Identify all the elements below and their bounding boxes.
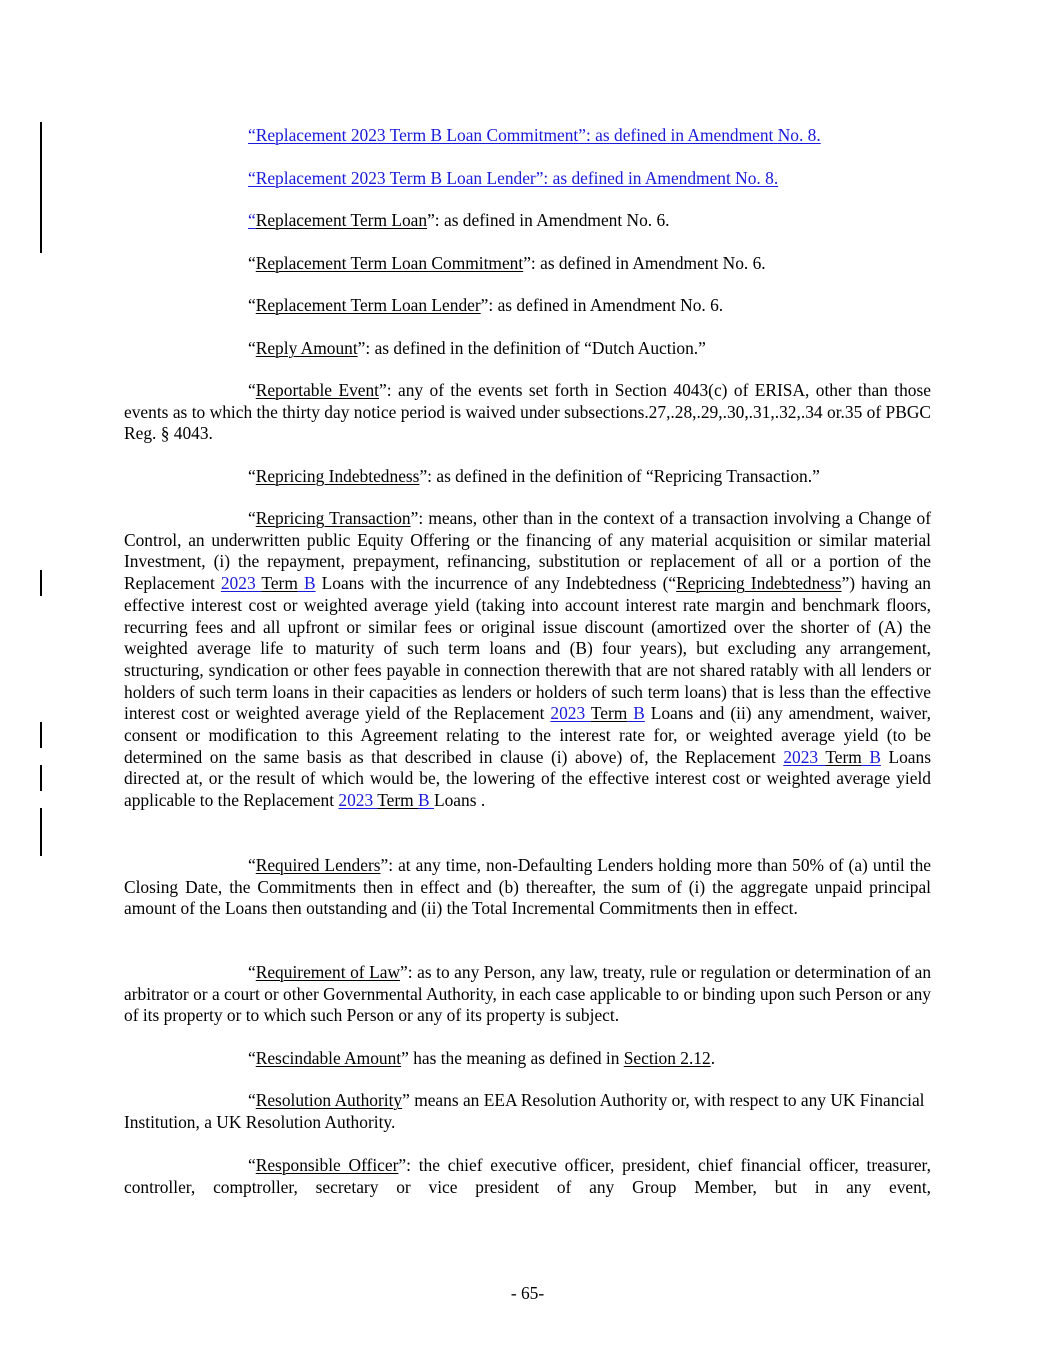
term-word: Term (261, 573, 298, 594)
definition-repricing-transaction (124, 508, 931, 812)
quote: “ (248, 1155, 256, 1175)
defined-term: Reply Amount (255, 338, 358, 358)
definition-replacement-term-loan-commitment (124, 253, 931, 275)
section-reference: Section 2.12 (623, 1048, 711, 1068)
definition-replacement-2023-term-b-loan-lender (124, 168, 931, 190)
inserted-text: “Replacement 2023 Term B Loan Lender”: as defined in Amendment No. 8. (248, 168, 779, 188)
definition-text: Loans . (433, 790, 486, 811)
definition-text: ”: any of the events set forth in Section 4043(c) of ERISA, other than those events as to which the thirty day notice period is waived under subsections.27,.28,.29,.30,.31,.32,.34 or.35 of PBGC Reg. § 4043. (124, 380, 931, 444)
inserted-text: 2023 (220, 573, 262, 594)
inserted-text: 2023 (550, 703, 591, 724)
quote: “ (248, 466, 256, 486)
definition-text: ”: the chief executive officer, president, chief financial officer, treasurer, controller, comptroller, secretary or vice president of any Group Member, but in any event, (124, 1155, 931, 1197)
defined-term: Resolution Authority (255, 1090, 403, 1110)
defined-term: Repricing Indebtedness (676, 573, 842, 594)
inserted-text: 2023 (338, 790, 378, 811)
term-word: Term (825, 746, 862, 767)
defined-term: Responsible Officer (255, 1155, 399, 1175)
definition-reply-amount (124, 338, 931, 360)
page-number: - 65- (510, 1283, 545, 1303)
change-bar (40, 122, 42, 253)
change-bar (40, 765, 42, 791)
definition-text: ”: as to any Person, any law, treaty, rule or regulation or determination of an arbitrator or a court or other Governmental Authority, in each case applicable to or binding upon such Person or any of its property or to which such Person or any of its property is subject. (124, 962, 932, 1026)
inserted-text: “Replacement 2023 Term B Loan Commitment”: as defined in Amendment No. 8. (248, 125, 821, 145)
term-word: Term (377, 790, 419, 811)
quote: “ (248, 962, 256, 982)
definition-replacement-2023-term-b-loan-commitment (124, 125, 931, 147)
inserted-text: B (297, 573, 316, 594)
definition-repricing-indebtedness (124, 466, 931, 488)
defined-term: Repricing Indebtedness (255, 466, 420, 486)
definition-text: ”: as defined in the definition of “Dutch Auction.” (357, 338, 706, 358)
inserted-text: 2023 (783, 746, 826, 767)
definition-responsible-officer (124, 1155, 931, 1198)
definition-text: . (710, 1048, 716, 1068)
change-bar (40, 808, 42, 856)
defined-term: Replacement Term Loan (255, 210, 428, 230)
definition-resolution-authority (124, 1090, 931, 1133)
definition-text: Loans with the incurrence of any Indebtedness (“ (315, 573, 677, 594)
defined-term: Replacement Term Loan Commitment (255, 253, 524, 273)
definition-text: ” has the meaning as defined in (401, 1048, 624, 1068)
quote: “ (248, 1090, 256, 1110)
defined-term: Reportable Event (255, 380, 380, 400)
quote: “ (248, 253, 256, 273)
quote: “ (248, 295, 256, 315)
definition-text: ”: at any time, non-Defaulting Lenders holding more than 50% of (a) until the Closing Date, the Commitments then in effect and (b) thereafter, the sum of (i) the aggregate unpaid principal amount of the Loans then outstanding and (ii) the Total Incremental Commitments then in effect. (124, 855, 932, 919)
quote: “ (248, 380, 256, 400)
change-bar (40, 722, 42, 748)
inserted-text: B (861, 746, 881, 767)
defined-term: Rescindable Amount (255, 1048, 402, 1068)
definition-text: ”) having an effective interest cost or weighted average yield (taking into account interest rate margin and benchmark floors, recurring fees and all upfront or similar fees or original issue discount (amortized over the shorter of (A) the weighted average life to maturity of such term loans and (B) four years), but excluding any arrangement, structuring, syndication or other fees payable in connection therewith that are not shared ratably with all lenders or holders of such term loans in their capacities as lenders or holders of such term loans) that is less than the effective interest cost or weighted average yield of the Replacement (124, 573, 931, 724)
definition-required-lenders (124, 855, 931, 920)
quote: “ (248, 338, 256, 358)
inserted-text: B (418, 790, 434, 811)
definition-replacement-term-loan-lender (124, 295, 931, 317)
definition-rescindable-amount (124, 1048, 931, 1070)
inserted-quote: “ (248, 210, 256, 230)
definition-text: Loans and (ii) any amendment, waiver, consent or modification to this Agreement relating to the interest rate for, or weighted average yield (to be determined on the same basis as that described in clause (i) above) of, the Replacement (124, 703, 931, 767)
definition-text: ” means an EEA Resolution Authority or, with respect to any UK Financial Institution, a UK Resolution Authority. (124, 1090, 925, 1132)
change-bar (40, 570, 42, 596)
definition-text: ”: as defined in the definition of “Repricing Transaction.” (419, 466, 820, 486)
definition-text: ”: as defined in Amendment No. 6. (480, 295, 724, 315)
definition-text: ”: as defined in Amendment No. 6. (523, 253, 766, 273)
term-word: Term (590, 703, 628, 724)
defined-term: Repricing Transaction (255, 508, 411, 528)
definition-text: ”: means, other than in the context of a transaction involving a Change of Control, an underwritten public Equity Offering or the financing of any material acquisition or similar material Investment, (i) the repayment, prepayment, refinancing, substitution or replacement of all or a portion of the Replacement (124, 508, 931, 594)
definition-text: ”: as defined in Amendment No. 6. (427, 210, 670, 230)
definition-requirement-of-law (124, 962, 931, 1027)
definition-replacement-term-loan (124, 210, 931, 232)
definition-text: Loans directed at, or the result of which would be, the lowering of the effective interest cost or weighted average yield applicable to the Replacement (124, 746, 931, 811)
quote: “ (248, 1048, 256, 1068)
defined-term: Replacement Term Loan Lender (255, 295, 481, 315)
quote: “ (248, 855, 256, 875)
defined-term: Requirement of Law (255, 962, 401, 982)
defined-term: Required Lenders (255, 855, 381, 875)
inserted-text: B (627, 703, 645, 724)
quote: “ (248, 508, 256, 528)
definition-reportable-event (124, 380, 931, 445)
